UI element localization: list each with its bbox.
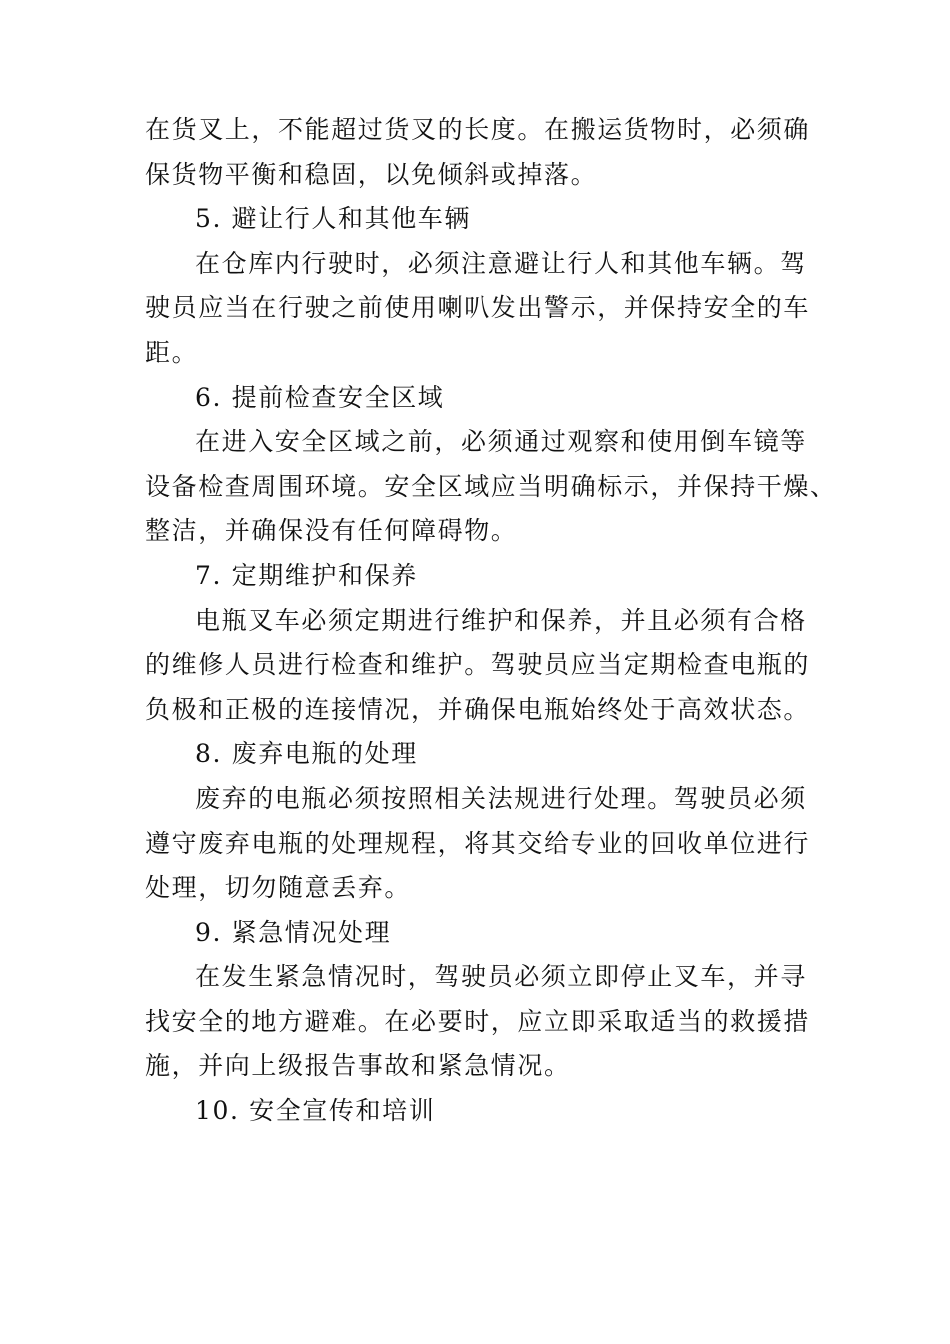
section-heading: 5. 避让行人和其他车辆 (195, 204, 472, 234)
section-heading: 10. 安全宣传和培训 (195, 1096, 436, 1126)
text-line: 负极和正极的连接情况，并确保电瓶始终处于高效状态。 (145, 694, 811, 724)
text-line: 的维修人员进行检查和维护。驾驶员应当定期检查电瓶的 (145, 650, 811, 680)
text-line: 在货叉上，不能超过货叉的长度。在搬运货物时，必须确 (145, 115, 811, 144)
text-line: 在发生紧急情况时，驾驶员必须立即停止叉车，并寻 (195, 962, 807, 992)
text-line: 遵守废弃电瓶的处理规程，将其交给专业的回收单位进行 (145, 828, 811, 858)
text-line: 在进入安全区域之前，必须通过观察和使用倒车镜等 (195, 427, 807, 457)
text-line: 电瓶叉车必须定期进行维护和保养，并且必须有合格 (195, 605, 807, 635)
section-heading: 9. 紧急情况处理 (195, 917, 392, 947)
section-heading: 6. 提前检查安全区域 (195, 382, 445, 412)
text-line: 距。 (145, 337, 199, 367)
text-line: 整洁，并确保没有任何障碍物。 (145, 516, 518, 546)
text-line: 保货物平衡和稳固，以免倾斜或掉落。 (145, 159, 598, 189)
document-body (145, 108, 837, 1134)
text-line: 找安全的地方避难。在必要时，应立即采取适当的救援措 (145, 1006, 811, 1036)
section-heading: 8. 废弃电瓶的处理 (195, 739, 418, 769)
text-line: 施，并向上级报告事故和紧急情况。 (145, 1051, 571, 1081)
text-line: 在仓库内行驶时，必须注意避让行人和其他车辆。驾 (195, 248, 807, 278)
text-line: 废弃的电瓶必须按照相关法规进行处理。驾驶员必须 (195, 783, 807, 813)
text-line: 驶员应当在行驶之前使用喇叭发出警示，并保持安全的车 (145, 293, 811, 323)
text-line: 处理，切勿随意丢弃。 (145, 873, 412, 903)
section-heading: 7. 定期维护和保养 (195, 560, 418, 590)
text-line: 设备检查周围环境。安全区域应当明确标示，并保持干燥、 (145, 471, 837, 501)
